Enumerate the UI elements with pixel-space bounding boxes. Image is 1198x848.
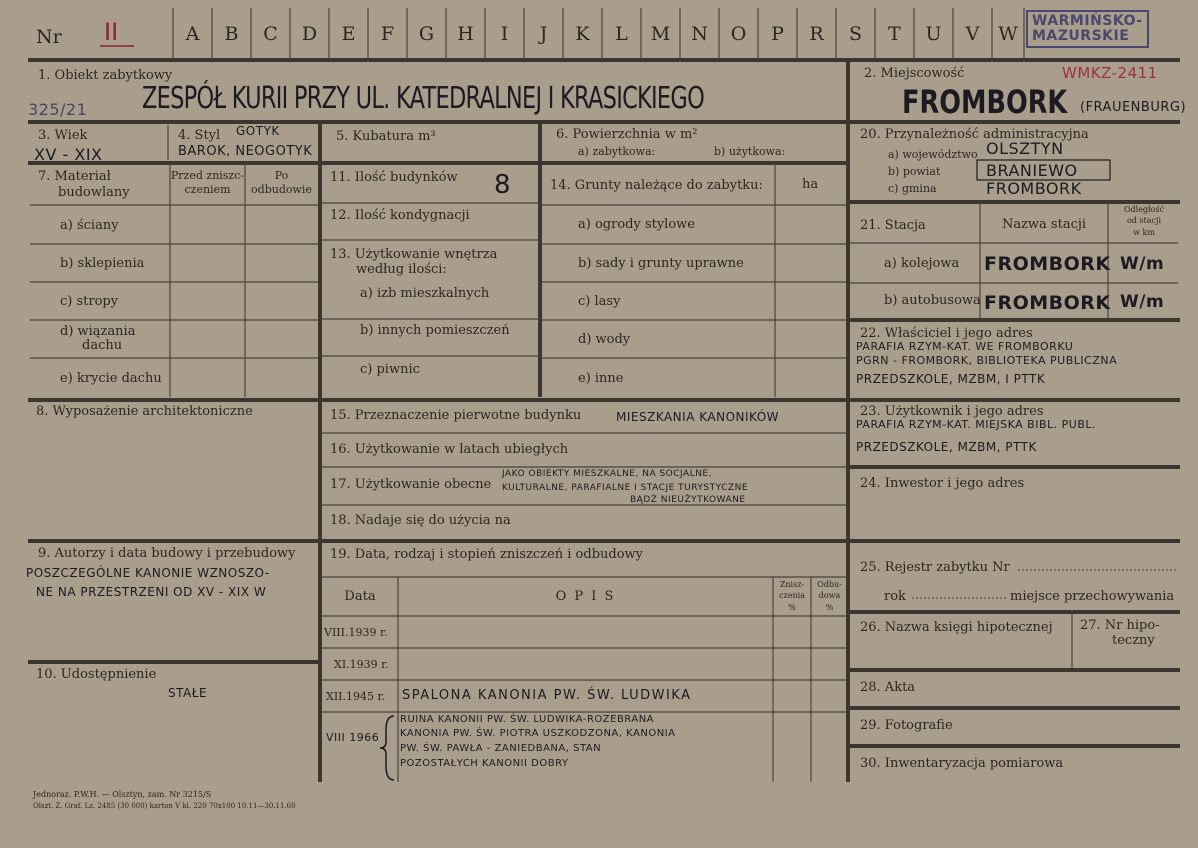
f6-b: b) użytkowa: [714,145,786,158]
f20-b-value: BRANIEWO [986,161,1078,180]
letter-index-m: M [650,23,671,45]
f30-label: 30. Inwentaryzacja pomiarowa [860,756,1064,771]
f13-label-2: według ilości: [356,262,447,277]
f19-col-rebuilt-pct: % [825,603,834,612]
f17-line-2: KULTURALNE, PARAFIALNE I STACJE TURYSTYCZNE [502,483,748,493]
f23-line-1: PARAFIA RZYM-KAT. MIEJSKA BIBL. PUBL. [856,418,1096,431]
f17-line-1: JAKO OBIEKTY MIESZKALNE, NA SOCJALNE, [502,469,712,479]
f17-label: 17. Użytkowanie obecne [330,477,492,492]
f13-b: b) innych pomieszczeń [360,323,510,338]
f20-a-label: a) województwo [888,148,978,161]
f7-after-1: Po [274,169,289,182]
f13-label-1: 13. Użytkowanie wnętrza [330,247,498,262]
f16-label: 16. Użytkowanie w latach ubiegłych [330,442,569,457]
f19-row3-date: XII.1945 r. [326,690,386,703]
f24-label: 24. Inwestor i jego adres [860,476,1025,491]
f19-row4-date: VIII 1966 [326,731,380,744]
letter-index-h: H [457,23,474,45]
f7-after-2: odbudowie [251,183,312,196]
letter-index-i: I [500,23,509,45]
f14-row-forests: c) lasy [578,294,621,309]
f25-miejsce: miejsce przechowywania [1010,589,1175,604]
f12-label: 12. Ilość kondygnacji [330,208,470,223]
f23-label: 23. Użytkownik i jego adres [860,404,1044,419]
f3-label: 3. Wiek [38,128,88,143]
f20-label: 20. Przynależność administracyjna [860,127,1089,142]
f14-row-other: e) inne [578,371,624,386]
letter-index-j: J [539,23,548,45]
f25-rok: rok [884,589,906,604]
f13-a: a) izb mieszkalnych [360,286,490,301]
f22-line-1: PARAFIA RZYM-KAT. WE FROMBORKU [856,340,1074,353]
f14-row-orchards: b) sady i grunty uprawne [578,256,744,271]
f21-a-label: a) kolejowa [884,256,960,271]
f19-col-date: Data [344,589,376,604]
region-stamp: WARMIŃSKO- MAZURSKIE [1026,10,1149,48]
f2-value: FROMBORK [902,83,1068,121]
f19-label: 19. Data, rodzaj i stopień zniszczeń i odbudowy [330,547,644,562]
letter-index-s: S [848,23,863,45]
f14-unit: ha [802,177,819,192]
footer-line-2: Olszt. Z. Graf. Lz. 2485 (30 000) karton V kl. 220 70x100 10.11—30.11.60 [33,802,296,810]
letter-index-u: U [925,23,942,45]
f2-value-extra: (FRAUENBURG) [1080,100,1187,115]
f2-ref-note: WMKZ-2411 [1062,64,1158,82]
f11-label: 11. Ilość budynków [330,170,458,185]
f19-col-destr-1: Znisz- [779,580,805,589]
f7-label-1: 7. Materiał [38,169,111,184]
f6-label: 6. Powierzchnia w m² [556,127,698,142]
f14-row-gardens: a) ogrody stylowe [578,217,695,232]
letter-index-c: C [263,23,278,45]
letter-index-e: E [341,23,356,45]
f7-row-walls: a) ściany [60,218,119,233]
f7-row-roof: e) krycie dachu [60,371,162,386]
f14-row-waters: d) wody [578,332,631,347]
f17-line-3: BĄDŹ NIEUŻYTKOWANE [630,495,746,505]
f20-c-value: FROMBORK [986,179,1082,198]
letter-index-a: A [185,23,200,45]
letter-index-o: O [730,23,747,45]
letter-index-f: F [380,23,395,45]
f1-label: 1. Obiekt zabytkowy [38,68,173,83]
letter-index-t: T [888,23,901,45]
f21-b-station: FROMBORK [984,292,1111,314]
f18-label: 18. Nadaje się do użycia na [330,513,511,528]
f13-c: c) piwnic [360,362,420,377]
letter-index-g: G [418,23,435,45]
f21-b-label: b) autobusowa [884,293,981,308]
f9-line-2: NE NA PRZESTRZENI OD XV - XIX W [36,585,267,599]
f20-a-value: OLSZTYN [986,139,1064,158]
f25-label: 25. Rejestr zabytku Nr [860,560,1010,575]
f19-col-destr-2: czenia [779,591,805,600]
f19-row4-desc-3: PW. ŚW. PAWŁA - ZANIEDBANA, STAN [400,743,602,754]
f8-label: 8. Wyposażenie architektoniczne [36,404,253,419]
f19-col-rebuilt-1: Odbu- [817,580,842,589]
f9-label: 9. Autorzy i data budowy i przebudowy [38,546,296,561]
f4-value-2: BAROK, NEOGOTYK [178,144,313,159]
f3-value: XV - XIX [34,145,103,164]
f5-label: 5. Kubatura m³ [336,129,436,144]
f7-row-vaults: b) sklepienia [60,256,145,271]
f9-line-1: POSZCZEGÓLNE KANONIE WZNOSZO- [26,566,270,580]
f20-b-label: b) powiat [888,165,941,178]
f1-margin-note: 325/21 [28,100,88,119]
f19-row4-desc-1: RUINA KANONII PW. ŚW. LUDWIKA-ROZEBRANA [400,714,655,725]
f15-label: 15. Przeznaczenie pierwotne budynku [330,408,582,423]
f27-label-1: 27. Nr hipo- [1080,618,1160,633]
f4-label: 4. Styl [178,128,221,143]
f19-row4-desc-4: POZOSTAŁYCH KANONII DOBRY [400,758,569,769]
f22-label: 22. Właściciel i jego adres [860,326,1033,341]
nr-label: Nr [36,26,62,48]
f21-b-dist: W/m [1120,292,1165,312]
letter-index-d: D [301,23,318,45]
f7-row-ceilings: c) stropy [60,294,119,309]
f7-label-2: budowlany [58,185,130,200]
f21-dist-header-1: Odległość [1123,205,1165,214]
f19-row4-desc-2: KANONIA PW. ŚW. PIOTRA USZKODZONA, KANONIA [400,728,676,739]
f19-col-destr-pct: % [788,603,796,612]
f23-line-2: PRZEDSZKOLE, MZBM, PTTK [856,440,1037,454]
letter-index-n: N [691,23,708,45]
letter-index-p: P [771,23,784,45]
f6-a: a) zabytkowa: [578,145,656,158]
f2-label: 2. Miejscowość [864,66,965,81]
f15-value: MIESZKANIA KANONIKÓW [616,410,780,424]
f4-value-1: GOTYK [236,124,280,138]
f19-col-rebuilt-2: dowa [818,591,841,600]
f21-label: 21. Stacja [860,218,926,233]
f19-col-desc: O P I S [555,589,616,604]
letter-index-r: R [809,23,824,45]
f10-value: STAŁE [168,686,208,700]
f29-label: 29. Fotografie [860,718,953,733]
f7-before-1: Przed zniszc- [170,169,245,182]
f21-dist-header-2: od stacji [1126,216,1162,225]
f14-label: 14. Grunty należące do zabytku: [550,178,763,193]
f21-a-dist: W/m [1120,254,1165,274]
f22-line-2: PGRN - FROMBORK, BIBLIOTEKA PUBLICZNA [856,354,1118,367]
f19-row1-date: VIII.1939 r. [324,626,388,639]
f27-label-2: teczny [1112,633,1155,648]
footer-line-1: Jednoraz. P.W.H. — Olsztyn, zam. Nr 3215/S [33,790,212,799]
f7-row-trusses: d) wiązania [60,324,136,339]
letter-index-w: W [998,23,1018,45]
f19-row2-date: XI.1939 r. [334,658,389,671]
letter-index-k: K [575,23,590,45]
f26-label: 26. Nazwa księgi hipotecznej [860,620,1053,635]
f22-line-3: PRZEDSZKOLE, MZBM, I PTTK [856,372,1046,386]
f11-value: 8 [494,170,512,200]
f19-row3-desc: SPALONA KANONIA PW. ŚW. LUDWIKA [402,688,692,703]
letter-index-l: L [615,23,628,45]
f7-row-trusses-2: dachu [82,338,123,353]
f20-c-label: c) gmina [888,182,937,195]
f21-dist-header-3: w km [1133,228,1155,237]
f28-label: 28. Akta [860,680,916,695]
letter-index-v: V [965,23,980,45]
f10-label: 10. Udostępnienie [36,667,157,682]
f21-name-header: Nazwa stacji [1001,217,1087,232]
f7-before-2: czeniem [184,183,231,196]
f1-value: ZESPÓŁ KURII PRZY UL. KATEDRALNEJ I KRASICKIEGO [142,81,705,116]
f21-a-station: FROMBORK [984,253,1111,275]
nr-value: II [104,18,119,46]
letter-index-b: B [224,23,239,45]
